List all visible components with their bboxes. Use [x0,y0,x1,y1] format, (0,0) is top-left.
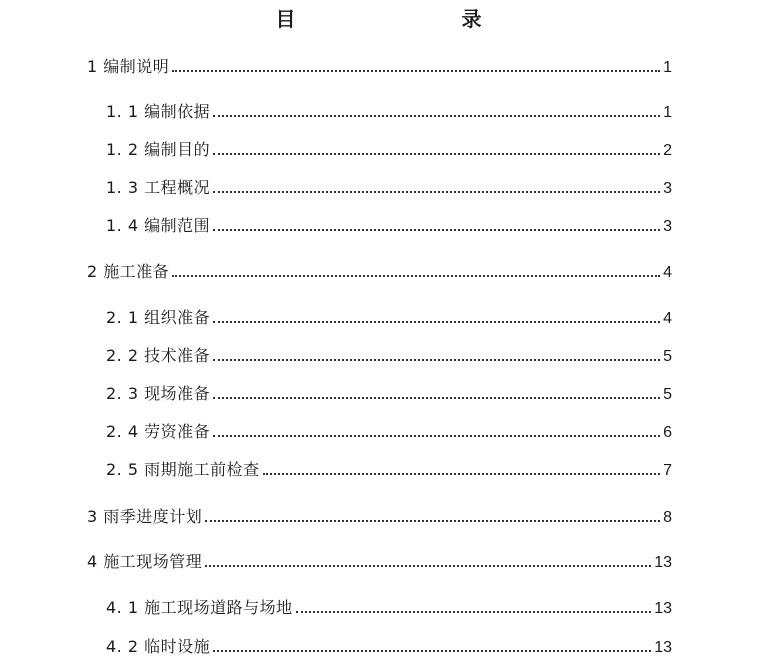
toc-entry-4-1[interactable] [106,597,672,619]
toc-entry-label: 2. 4 劳资准备 [106,422,211,441]
toc-entry-1-2[interactable] [106,139,672,161]
toc-entry-label: 4 施工现场管理 [87,552,203,571]
toc-entry-page: 2 [663,142,672,159]
toc-entry-page: 6 [663,424,672,441]
dot-leader [213,228,660,231]
toc-entry-page: 1 [663,104,672,121]
toc-entry-label: 2. 3 现场准备 [106,384,211,403]
toc-entry-page: 5 [663,348,672,365]
toc-entry-page: 13 [654,600,672,617]
dot-leader [213,152,660,155]
toc-entry-page: 5 [663,386,672,403]
dot-leader [172,274,660,277]
dot-leader [213,396,660,399]
dot-leader [213,190,660,193]
toc-entry-1-4[interactable] [106,215,672,237]
dot-leader [213,114,660,117]
toc-entry-4-2[interactable] [106,636,672,658]
toc-entry-2-4[interactable] [106,421,672,443]
dot-leader [296,610,652,613]
toc-entry-label: 1. 3 工程概况 [106,178,211,197]
toc-entry-1-3[interactable] [106,177,672,199]
dot-leader [213,649,651,652]
toc-entry-label: 2. 2 技术准备 [106,346,211,365]
toc-entry-page: 13 [654,554,672,571]
toc-entry-3[interactable] [87,506,672,528]
toc-entry-2-1[interactable] [106,307,672,329]
toc-entry-label: 1. 1 编制依据 [106,102,211,121]
dot-leader [213,358,660,361]
toc-entry-page: 4 [663,264,672,281]
toc-entry-page: 13 [654,639,672,656]
dot-leader [213,320,660,323]
toc-entry-2-3[interactable] [106,383,672,405]
toc-entry-2[interactable] [87,261,672,283]
dot-leader [205,564,651,567]
toc-entry-page: 8 [663,509,672,526]
toc-entry-2-2[interactable] [106,345,672,367]
toc-entry-1[interactable] [87,56,672,78]
toc-entry-label: 3 雨季进度计划 [87,507,203,526]
toc-entry-1-1[interactable] [106,101,672,123]
dot-leader [213,434,660,437]
toc-title: 目 录 [275,7,524,31]
toc-entry-label: 2. 5 雨期施工前检查 [106,460,260,479]
toc-entry-page: 3 [663,218,672,235]
toc-entry-label: 1. 2 编制目的 [106,140,211,159]
toc-entry-page: 7 [663,462,672,479]
toc-entry-4[interactable] [87,551,672,573]
toc-entry-label: 4. 2 临时设施 [106,637,211,656]
toc-entry-2-5[interactable] [106,459,672,481]
toc-entry-label: 4. 1 施工现场道路与场地 [106,598,293,617]
toc-entry-label: 2 施工准备 [87,262,170,281]
toc-entry-label: 2. 1 组织准备 [106,308,211,327]
toc-entry-page: 4 [663,310,672,327]
toc-entry-page: 1 [663,59,672,76]
dot-leader [205,519,660,522]
dot-leader [172,69,660,72]
toc-entry-label: 1. 4 编制范围 [106,216,211,235]
toc-entry-page: 3 [663,180,672,197]
toc-entry-label: 1 编制说明 [87,57,170,76]
dot-leader [263,472,660,475]
